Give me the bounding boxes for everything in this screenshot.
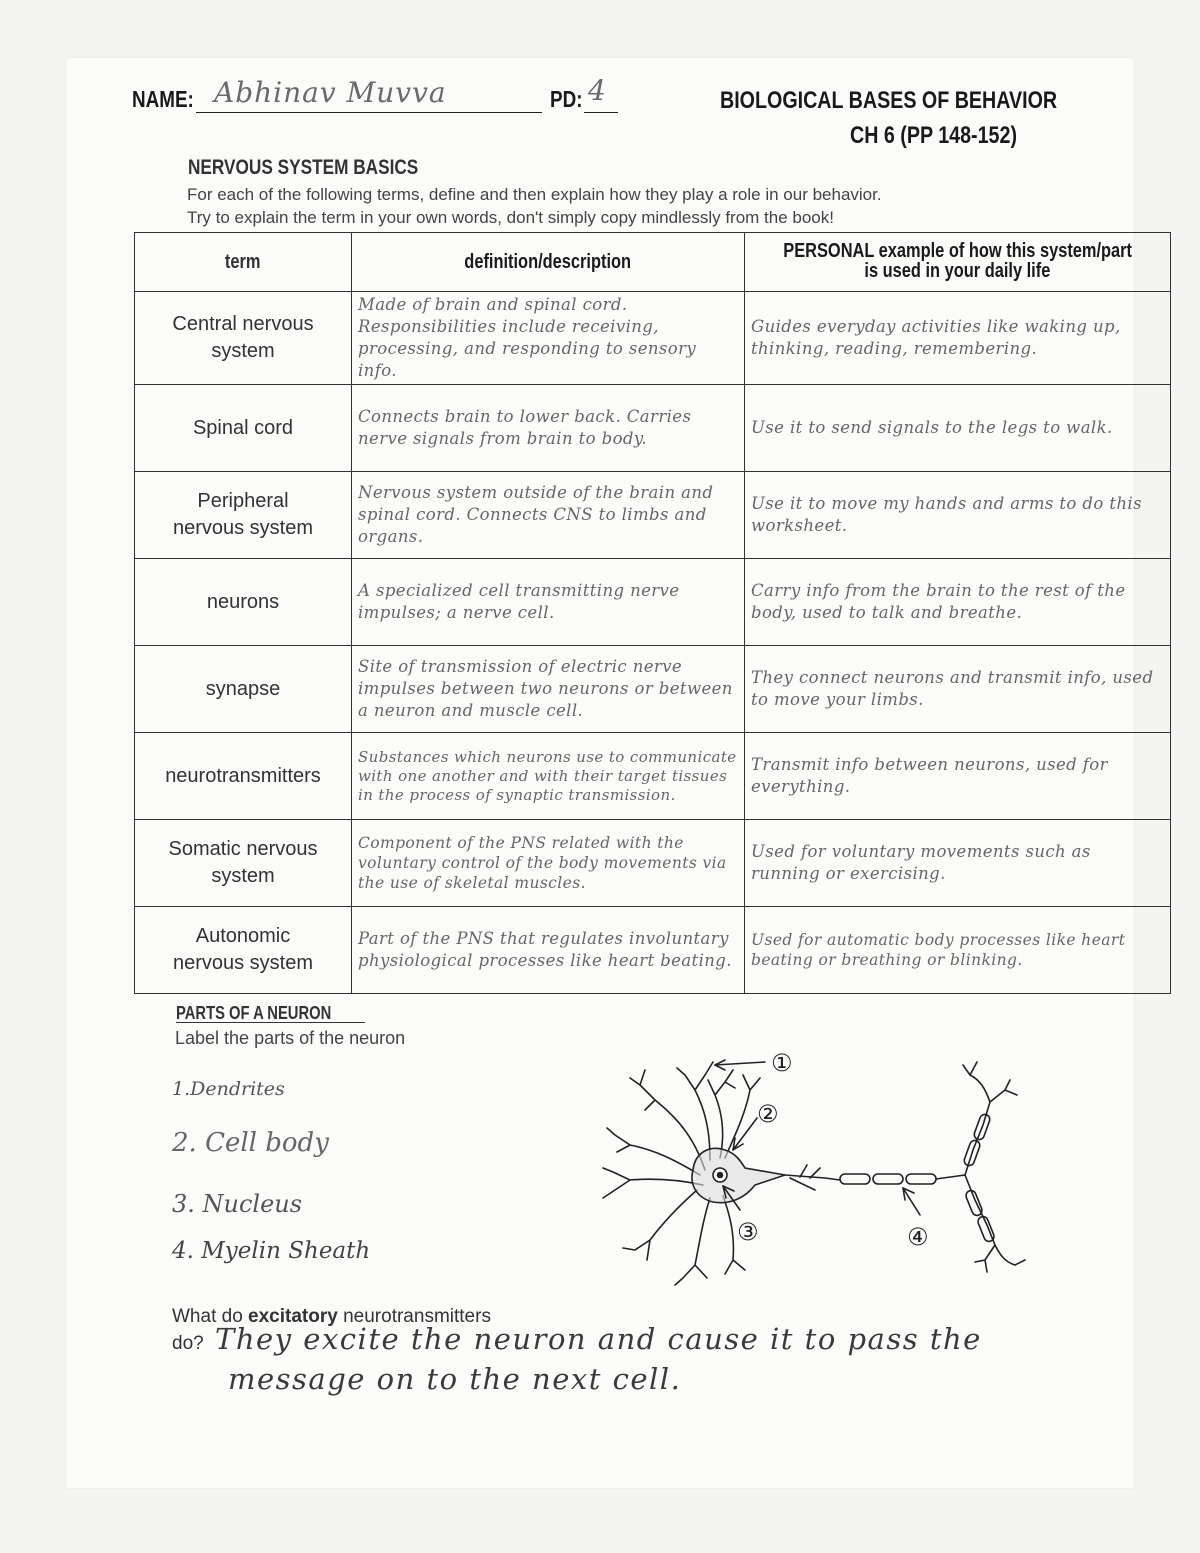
header-example-line-1: PERSONAL example of how this system/part (783, 240, 1133, 262)
term-cell (135, 820, 352, 907)
example-cell[interactable] (745, 733, 1171, 820)
table-row (135, 292, 1171, 385)
example-text: Guides everyday activities like waking up, thinking, reading, remembering. (751, 317, 1121, 358)
term-line-2: nervous system (172, 517, 314, 539)
example-text: Used for voluntary movements such as running or exercising. (751, 842, 1091, 883)
example-cell[interactable] (745, 559, 1171, 646)
question-answer-line-1: They excite the neuron and cause it to pass the (215, 1322, 982, 1356)
example-cell[interactable] (745, 820, 1171, 907)
name-field (196, 76, 542, 113)
neuron-diagram (585, 1040, 1030, 1290)
instructions-line-1: For each of the following terms, define and then explain how they play a role in our behavior. (187, 185, 882, 204)
pd-field (584, 74, 618, 113)
definition-cell[interactable] (352, 292, 745, 385)
table-row (135, 733, 1171, 820)
table-row (135, 646, 1171, 733)
parts-instructions: Label the parts of the neuron (175, 1028, 406, 1048)
example-cell[interactable] (745, 646, 1171, 733)
definition-text: Made of brain and spinal cord. Responsibilities include receiving, processing, and responding to sensory info. (358, 295, 697, 380)
diagram-label-4: ④ (907, 1223, 929, 1251)
section-title-text: NERVOUS SYSTEM BASICS (188, 156, 419, 179)
definition-text: Connects brain to lower back. Carries nerve signals from brain to body. (358, 407, 692, 448)
answer-nucleus: 3. Nucleus (172, 1190, 303, 1218)
header-example (745, 233, 1171, 292)
chapter-ref-text: CH 6 (PP 148-152) (850, 122, 1018, 149)
term-cell (135, 559, 352, 646)
table-row (135, 472, 1171, 559)
term-line-2: nervous system (172, 952, 314, 974)
example-cell[interactable] (745, 472, 1171, 559)
example-text: Carry info from the brain to the rest of the body, used to talk and breathe. (751, 581, 1126, 622)
diagram-label-2: ② (757, 1100, 779, 1128)
answer-dendrites: 1.Dendrites (172, 1078, 285, 1100)
example-text: Use it to move my hands and arms to do this worksheet. (751, 494, 1142, 535)
course-title (720, 87, 1131, 115)
course-title-text: BIOLOGICAL BASES OF BEHAVIOR (720, 87, 1058, 114)
name-value: Abhinav Muvva (214, 76, 447, 109)
question-prompt-line-2: do? (172, 1333, 204, 1354)
terms-table (134, 232, 1171, 994)
term-line-1: synapse (205, 677, 281, 700)
term-line-2: system (211, 865, 275, 887)
question-text-2: neurotransmitters (337, 1306, 491, 1327)
definition-text: Substances which neurons use to communicate with one another and with their target tissues in the process of synaptic transmission. (358, 747, 737, 804)
name-label-text: NAME: (132, 86, 194, 112)
section-title-nervous-system (188, 156, 469, 180)
term-line-1: neurons (206, 590, 280, 613)
diagram-label-3: ③ (737, 1218, 759, 1246)
definition-text: Site of transmission of electric nerve impulses between two neurons or between a neuron and muscle cell. (358, 657, 733, 720)
table-row (135, 820, 1171, 907)
term-line-1: Autonomic (195, 925, 291, 947)
chapter-ref (850, 122, 1054, 150)
term-line-1: Central nervous (172, 313, 314, 335)
term-cell (135, 733, 352, 820)
example-text: Transmit info between neurons, used for everything. (751, 755, 1108, 796)
pd-label-text: PD: (550, 86, 583, 112)
definition-cell[interactable] (352, 907, 745, 994)
definition-cell[interactable] (352, 820, 745, 907)
example-text: They connect neurons and transmit info, used to move your limbs. (751, 668, 1154, 709)
header-term (135, 233, 352, 292)
answer-myelin-sheath: 4. Myelin Sheath (172, 1238, 371, 1264)
term-cell (135, 907, 352, 994)
term-line-1: Spinal cord (192, 416, 294, 439)
table-row (135, 907, 1171, 994)
example-cell[interactable] (745, 907, 1171, 994)
definition-text: Nervous system outside of the brain and spinal cord. Connects CNS to limbs and organs. (358, 483, 714, 546)
term-cell (135, 472, 352, 559)
table-header-row (135, 233, 1171, 292)
term-cell (135, 646, 352, 733)
definition-cell[interactable] (352, 559, 745, 646)
example-cell[interactable] (745, 385, 1171, 472)
term-line-1: Peripheral (197, 490, 289, 512)
diagram-label-1: ① (771, 1049, 793, 1077)
term-cell (135, 292, 352, 385)
definition-cell[interactable] (352, 733, 745, 820)
example-text: Used for automatic body processes like heart beating or breathing or blinking. (751, 931, 1126, 969)
section-title-parts-of-neuron (176, 1003, 365, 1023)
term-line-2: system (211, 340, 275, 362)
definition-cell[interactable] (352, 646, 745, 733)
table-row (135, 559, 1171, 646)
question-bold: excitatory (248, 1306, 338, 1327)
section2-title-text: PARTS OF A NEURON (176, 1003, 332, 1023)
question-answer-line-2: message on to the next cell. (228, 1362, 682, 1396)
header-example-line-2: is used in your daily life (864, 260, 1051, 282)
instructions-line-2: Try to explain the term in your own words, don't simply copy mindlessly from the book! (187, 208, 834, 227)
header-definition-text: definition/description (464, 250, 632, 273)
term-cell (135, 385, 352, 472)
header-definition (352, 233, 745, 292)
example-cell[interactable] (745, 292, 1171, 385)
question-text-1: What do (172, 1306, 249, 1327)
definition-text: A specialized cell transmitting nerve impulses; a nerve cell. (358, 581, 680, 622)
header-term-text: term (225, 250, 261, 273)
definition-text: Component of the PNS related with the voluntary control of the body movements via the use of skeletal muscles. (358, 834, 727, 892)
definition-cell[interactable] (352, 472, 745, 559)
table-row (135, 385, 1171, 472)
term-line-1: neurotransmitters (165, 764, 321, 787)
example-text: Use it to send signals to the legs to walk. (751, 418, 1113, 437)
definition-cell[interactable] (352, 385, 745, 472)
pd-value: 4 (588, 74, 606, 107)
definition-text: Part of the PNS that regulates involuntary physiological processes like heart beating. (358, 929, 732, 970)
answer-cell-body: 2. Cell body (172, 1128, 329, 1158)
term-line-1: Somatic nervous (168, 838, 318, 860)
